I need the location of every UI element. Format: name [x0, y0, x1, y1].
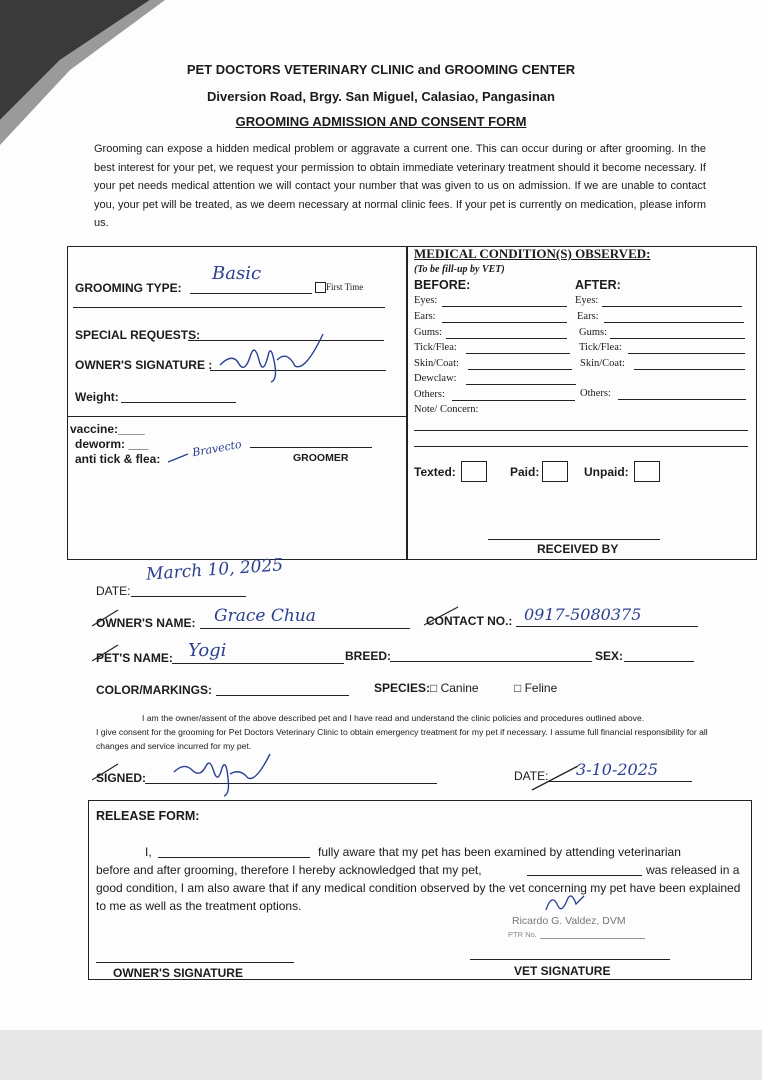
before-item: Ears: [414, 311, 436, 322]
after-others-line[interactable] [618, 398, 746, 400]
pet-name-value: Yogi [188, 640, 227, 661]
antitick-value: Bravecto [191, 437, 243, 460]
after-label: AFTER: [575, 278, 621, 292]
after-item: Skin/Coat: [580, 358, 625, 369]
owner-name-strike [90, 608, 120, 628]
release-text-3: was released in a [646, 863, 740, 877]
signed-strike [90, 762, 120, 782]
release-name-line[interactable] [158, 856, 310, 858]
weight-divider-line [67, 415, 407, 417]
contact-value: 0917-5080375 [524, 605, 642, 624]
release-title: RELEASE FORM: [96, 809, 200, 823]
groomer-label: GROOMER [293, 452, 349, 464]
release-i-label: I, [145, 845, 152, 859]
paid-checkbox[interactable] [542, 461, 568, 482]
note-line-1[interactable] [414, 429, 748, 431]
release-text-4: good condition, I am also aware that if any medical condition observed by the vet concerning my pet have been explained to me as well as the treatment options. [96, 881, 741, 913]
breed-line[interactable] [390, 660, 592, 662]
date2-label: DATE: [514, 769, 549, 783]
before-item: Eyes: [414, 295, 438, 306]
vet-stamp-line [540, 938, 645, 939]
weight-line[interactable] [121, 401, 236, 403]
texted-checkbox[interactable] [461, 461, 487, 482]
owner-signature-mark [215, 330, 330, 385]
before-skincoat-line[interactable] [468, 368, 572, 370]
date-label: DATE: [96, 584, 131, 598]
received-by-label: RECEIVED BY [537, 542, 619, 556]
sex-label: SEX: [595, 649, 624, 663]
contact-strike [422, 605, 460, 627]
vet-signature-line[interactable] [470, 958, 670, 960]
consent-line-2: I give consent for the grooming for Pet Doctors Veterinary Clinic to obtain emergency treatment for my pet if necessary. I assume full financial responsibility for all changes and service incurred for my pet. [96, 727, 708, 751]
medical-subtitle: (To be fill-up by VET) [414, 264, 505, 275]
color-markings-line[interactable] [216, 694, 349, 696]
color-markings-label: COLOR/MARKINGS: [96, 683, 212, 697]
antitick-check-mark [166, 448, 192, 464]
release-text-2: before and after grooming, therefore I hereby acknowledged that my pet, [96, 863, 482, 877]
release-text-1: fully aware that my pet has been examined by attending veterinarian [318, 845, 681, 859]
grooming-type-line[interactable] [190, 292, 312, 294]
date-line[interactable] [131, 595, 246, 597]
before-ears-line[interactable] [442, 321, 567, 323]
after-ears-line[interactable] [604, 321, 744, 323]
sex-line[interactable] [624, 660, 694, 662]
vaccine-label: vaccine:____ [70, 422, 145, 436]
vet-stamp-name: Ricardo G. Valdez, DVM [512, 915, 626, 927]
owner-name-value: Grace Chua [214, 606, 316, 626]
before-tickflea-line[interactable] [466, 352, 570, 354]
owner-signature-release-line[interactable] [96, 961, 294, 963]
box-divider [406, 246, 408, 560]
after-skincoat-line[interactable] [634, 368, 745, 370]
before-item: Skin/Coat: [414, 358, 459, 369]
before-label: BEFORE: [414, 278, 471, 292]
antitick-label: anti tick & flea: [75, 452, 161, 466]
after-tickflea-line[interactable] [628, 352, 745, 354]
after-item: Others: [580, 388, 611, 399]
medical-title: MEDICAL CONDITION(S) OBSERVED: [414, 246, 651, 261]
after-item: Gums: [579, 327, 608, 338]
deworm-label: deworm: ___ [75, 437, 149, 451]
pet-name-label: PET'S NAME: [96, 651, 173, 665]
contact-line[interactable] [516, 625, 698, 627]
owner-signature-label: OWNER'S SIGNATURE : [75, 358, 213, 372]
texted-label: Texted: [414, 465, 456, 479]
after-item: Tick/Flea: [579, 342, 622, 353]
signed-label: SIGNED: [96, 771, 147, 785]
form-title: GROOMING ADMISSION AND CONSENT FORM [235, 114, 527, 129]
species-label: SPECIES: [374, 681, 431, 695]
paid-label: Paid: [510, 465, 540, 479]
weight-label: Weight: [75, 390, 119, 404]
pet-name-strike [90, 643, 120, 663]
feline-option[interactable]: □ Feline [514, 681, 558, 695]
date2-value: 3-10-2025 [576, 760, 659, 779]
unpaid-label: Unpaid: [584, 465, 629, 479]
before-item: Gums: [414, 327, 443, 338]
vet-initial-mark [540, 888, 590, 918]
owner-signature-release-label: OWNER'S SIGNATURE [113, 966, 243, 980]
special-requests-label: SPECIAL REQUESTS: [75, 328, 201, 342]
owner-name-label: OWNER'S NAME: [96, 616, 196, 630]
grooming-type-value: Basic [212, 263, 262, 284]
vet-signature-label: VET SIGNATURE [514, 964, 611, 978]
note-line-2[interactable] [414, 445, 748, 447]
groomer-line[interactable] [250, 446, 372, 448]
date-value: March 10, 2025 [145, 555, 284, 585]
date2-slash [530, 764, 580, 792]
unpaid-checkbox[interactable] [634, 461, 660, 482]
before-eyes-line[interactable] [442, 305, 567, 307]
after-item: Eyes: [575, 295, 599, 306]
vet-stamp-ptr: PTR No. [508, 930, 537, 939]
received-by-line[interactable] [488, 538, 660, 540]
note-label: Note/ Concern: [414, 404, 479, 415]
canine-option[interactable]: □ Canine [430, 681, 479, 695]
first-time-label: First Time [326, 282, 364, 292]
before-others-line[interactable] [452, 399, 575, 401]
clinic-name: PET DOCTORS VETERINARY CLINIC and GROOMING CENTER [186, 62, 576, 77]
owner-name-line[interactable] [200, 627, 410, 629]
contact-label: CONTACT NO.: [426, 614, 513, 628]
clinic-address: Diversion Road, Brgy. San Miguel, Calasiao, Pangasinan [207, 89, 555, 104]
grooming-type-label: GROOMING TYPE: [75, 281, 182, 295]
before-item: Dewclaw: [414, 373, 457, 384]
before-dewclaw-line[interactable] [466, 383, 576, 385]
after-eyes-line[interactable] [602, 305, 742, 307]
after-item: Ears: [577, 311, 599, 322]
pet-name-line[interactable] [172, 662, 344, 664]
consent-line-1: I am the owner/assent of the above described pet and I have read and understand the clinic policies and procedures outlined above. [142, 713, 645, 723]
breed-label: BREED: [345, 649, 392, 663]
before-gums-line[interactable] [446, 337, 567, 339]
before-item: Others: [414, 389, 445, 400]
intro-paragraph: Grooming can expose a hidden medical problem or aggravate a current one. This can occur during or after grooming. In the best interest for your pet, we request your permission to obtain immediate veterinary treatment should it become necessary. If your pet needs medical attention we will contact your number that was given to us on admission. If we are unable to contact you, your pet will be treated, as we deem necessary at normal clinic fees. If your pet is currently on medication, please inform us. [94, 143, 706, 229]
page-bottom-edge [0, 1030, 762, 1080]
after-gums-line[interactable] [610, 337, 745, 339]
first-time-checkbox[interactable] [315, 282, 326, 293]
signed-signature-mark [170, 752, 280, 800]
before-item: Tick/Flea: [414, 342, 457, 353]
grooming-divider-line [73, 306, 385, 308]
release-pet-line[interactable] [527, 874, 642, 876]
